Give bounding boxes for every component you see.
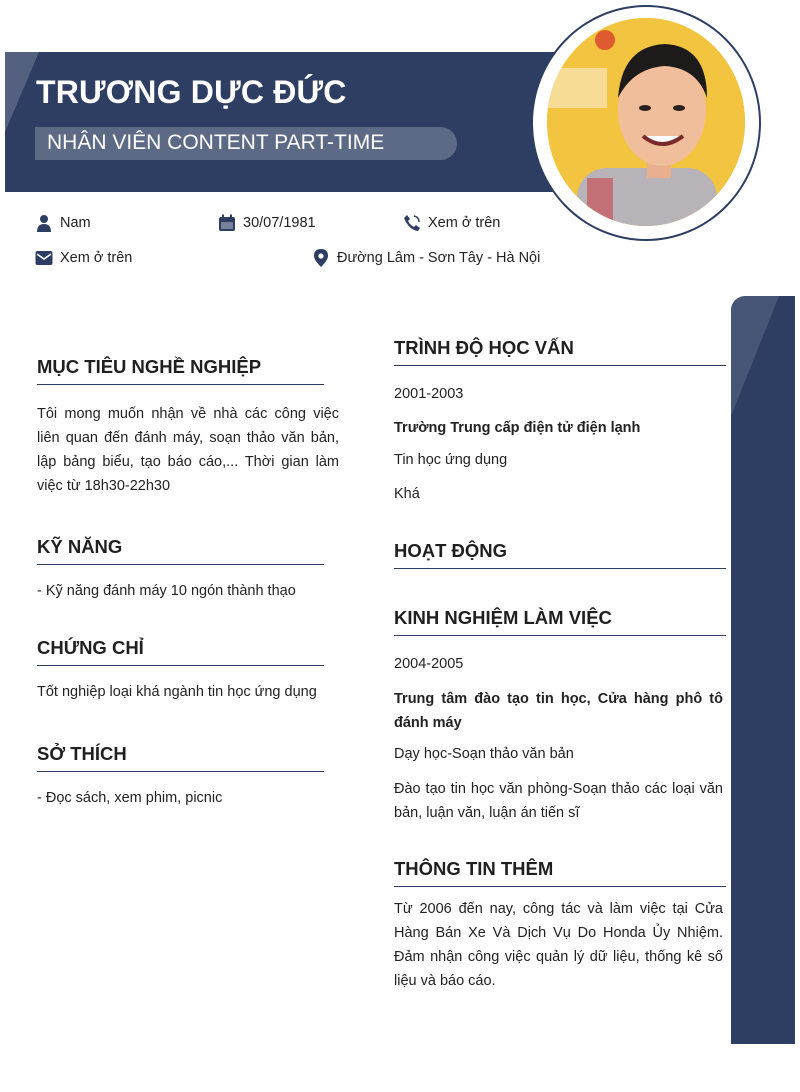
objective-text: Tôi mong muốn nhận về nhà các công việc liên quan đến đánh máy, soạn thảo văn bản, lập bảng biểu, tạo báo cáo,... Thời gian làm việc từ 18h30-22h30 <box>37 406 339 494</box>
calendar-icon <box>218 214 236 232</box>
position-title: NHÂN VIÊN CONTENT PART-TIME <box>47 131 385 154</box>
education-major: Tin học ứng dụng <box>394 452 508 468</box>
header-shine <box>5 52 39 132</box>
education-period: 2001-2003 <box>394 386 464 402</box>
envelope-icon <box>35 249 53 267</box>
map-pin-icon <box>312 249 330 267</box>
hobbies-title: SỞ THÍCH <box>37 743 127 764</box>
contact-birthday <box>218 214 316 232</box>
objective-divider <box>37 384 324 385</box>
hobbies-divider <box>37 771 324 772</box>
contact-phone <box>403 214 500 232</box>
experience-period: 2004-2005 <box>394 656 464 672</box>
education-school: Trường Trung cấp điện tử điện lạnh <box>394 420 641 436</box>
contact-gender <box>35 214 91 232</box>
certificates-title: CHỨNG CHỈ <box>37 637 144 658</box>
experience-description: Đào tạo tin học văn phòng-Soạn thảo các loại văn bản, luận văn, luận án tiến sĩ <box>394 781 723 821</box>
certificates-text: Tốt nghiệp loại khá ngành tin học ứng dụng <box>37 684 317 700</box>
objective-title: MỤC TIÊU NGHỀ NGHIỆP <box>37 356 262 377</box>
header-band <box>5 52 565 192</box>
phone-value: Xem ở trên <box>428 215 501 231</box>
skills-text: - Kỹ năng đánh máy 10 ngón thành thạo <box>37 583 296 599</box>
experience-role: Dạy học-Soạn thảo văn bản <box>394 746 574 762</box>
experience-title: KINH NGHIỆM LÀM VIỆC <box>394 607 612 628</box>
contact-address <box>312 249 540 267</box>
person-icon <box>35 214 53 232</box>
gender-value: Nam <box>60 215 91 231</box>
birthday-value: 30/07/1981 <box>243 215 316 231</box>
activities-title: HOẠT ĐỘNG <box>394 540 508 561</box>
skills-title: KỸ NĂNG <box>37 536 123 557</box>
additional-divider <box>394 886 726 887</box>
additional-title: THÔNG TIN THÊM <box>394 858 554 879</box>
experience-divider <box>394 635 726 636</box>
experience-company: Trung tâm đào tạo tin học, Cửa hàng phô tô đánh máy <box>394 691 723 731</box>
activities-divider <box>394 568 726 569</box>
education-grade: Khá <box>394 486 420 502</box>
additional-text: Từ 2006 đến nay, công tác và làm việc tại Cửa Hàng Bán Xe Và Dịch Vụ Do Honda Ủy Nhiệm. Đảm nhận công việc quản lý dữ liệu, thống kê số liệu và báo cáo. <box>394 901 723 989</box>
side-bar-shine <box>731 296 779 416</box>
profile-photo <box>547 18 745 226</box>
side-accent-bar <box>731 296 795 1044</box>
contact-email <box>35 249 132 267</box>
email-value: Xem ở trên <box>60 250 133 266</box>
hobbies-text: - Đọc sách, xem phim, picnic <box>37 790 223 806</box>
phone-icon <box>403 214 421 232</box>
education-divider <box>394 365 726 366</box>
candidate-name: TRƯƠNG DỰC ĐỨC <box>36 74 347 110</box>
skills-divider <box>37 564 324 565</box>
certificates-divider <box>37 665 324 666</box>
education-title: TRÌNH ĐỘ HỌC VẤN <box>394 337 574 358</box>
address-value: Đường Lâm - Sơn Tây - Hà Nội <box>337 250 541 266</box>
